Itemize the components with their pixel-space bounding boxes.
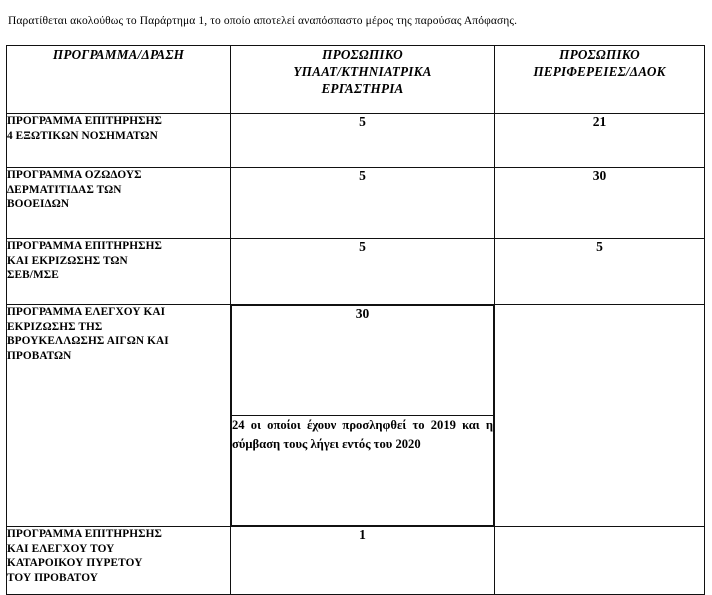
program-1-line-2: 4 ΕΞΩΤΙΚΩΝ ΝΟΣΗΜΑΤΩΝ: [7, 129, 158, 142]
ypaat-split-value-row: [232, 306, 494, 416]
program-4-line-1: ΠΡΟΓΡΑΜΜΑ ΕΛΕΓΧΟΥ ΚΑΙ: [7, 306, 166, 318]
table-row: [7, 114, 705, 168]
program-5-line-2: ΚΑΙ ΕΛΕΓΧΟΥ ΤΟΥ: [7, 542, 115, 555]
ypaat-value-4: 30: [232, 306, 494, 416]
intro-paragraph: Παρατίθεται ακολούθως το Παράρτημα 1, το οποίο αποτελεί αναπόσπαστο μέρος της παρούσας Απόφασης.: [8, 14, 518, 27]
ypaat-split-note-row: [232, 416, 494, 526]
program-name-cell-1: [7, 114, 231, 168]
program-5-line-1: ΠΡΟΓΡΑΜΜΑ ΕΠΙΤΗΡΗΣΗΣ: [7, 528, 163, 540]
program-3-line-2: ΚΑΙ ΕΚΡΙΖΩΣΗΣ ΤΩΝ: [7, 254, 128, 267]
personnel-programs-table: [6, 45, 705, 595]
regions-value-cell-2: 30: [495, 168, 705, 239]
regions-value-cell-5: [495, 527, 705, 595]
program-5-line-4: ΤΟΥ ΠΡΟΒΑΤΟΥ: [7, 571, 99, 584]
table-row: [7, 168, 705, 239]
table-header-row: [7, 46, 705, 114]
program-2-line-3: ΒΟΟΕΙΔΩΝ: [7, 198, 70, 211]
regions-value-cell-1: 21: [495, 114, 705, 168]
program-3-line-1: ΠΡΟΓΡΑΜΜΑ ΕΠΙΤΗΡΗΣΗΣ: [7, 240, 163, 252]
regions-value-cell-3: 5: [495, 239, 705, 305]
table-row: [7, 527, 705, 595]
header-regions-line-2: ΠΕΡΙΦΕΡΕΙΕΣ/ΔΑΟΚ: [533, 64, 666, 79]
header-program-action-line-1: ΠΡΟΓΡΑΜΜΑ/ΔΡΑΣΗ: [52, 47, 185, 62]
program-3-line-3: ΣΕΒ/ΜΣΕ: [7, 269, 59, 282]
program-5-line-3: ΚΑΤΑΡΟΙΚΟΥ ΠΥΡΕΤΟΥ: [7, 557, 143, 570]
table-row: [7, 305, 705, 527]
ypaat-value-cell-2: 5: [231, 168, 495, 239]
program-4-line-3: ΒΡΟΥΚΕΛΛΩΣΗΣ ΑΙΓΩΝ ΚΑΙ: [7, 335, 169, 348]
program-4-line-4: ΠΡΟΒΑΤΩΝ: [7, 349, 72, 362]
header-personnel-ypaat-labs: [231, 46, 495, 114]
program-2-line-2: ΔΕΡΜΑΤΙΤΙΔΑΣ ΤΩΝ: [7, 183, 122, 196]
program-name-cell-2: [7, 168, 231, 239]
ypaat-value-cell-4: [231, 305, 495, 527]
ypaat-note-4: 24 οι οποίοι έχουν προσληφθεί το 2019 και η σύμβαση τους λήγει εντός του 2020: [232, 416, 494, 526]
header-personnel-regions-daok: [495, 46, 705, 114]
header-program-action: [7, 46, 231, 114]
program-2-line-1: ΠΡΟΓΡΑΜΜΑ ΟΖΩΔΟΥΣ: [7, 169, 142, 181]
program-1-line-1: ΠΡΟΓΡΑΜΜΑ ΕΠΙΤΗΡΗΣΗΣ: [7, 115, 163, 127]
regions-value-cell-4: [495, 305, 705, 527]
ypaat-value-cell-3: 5: [231, 239, 495, 305]
ypaat-value-cell-5: 1: [231, 527, 495, 595]
program-name-cell-5: [7, 527, 231, 595]
program-name-cell-4: [7, 305, 231, 527]
table-row: [7, 239, 705, 305]
ypaat-split-table-4: [231, 305, 494, 526]
program-4-line-2: ΕΚΡΙΖΩΣΗΣ ΤΗΣ: [7, 320, 103, 333]
header-ypaat-line-1: ΠΡΟΣΩΠΙΚΟ: [322, 47, 403, 62]
header-regions-line-1: ΠΡΟΣΩΠΙΚΟ: [559, 47, 640, 62]
ypaat-value-cell-1: 5: [231, 114, 495, 168]
header-ypaat-line-2: ΥΠΑΑΤ/ΚΤΗΝΙΑΤΡΙΚΑ: [293, 64, 432, 79]
program-name-cell-3: [7, 239, 231, 305]
header-ypaat-line-3: ΕΡΓΑΣΤΗΡΙΑ: [321, 81, 404, 96]
appendix-table-container: [6, 45, 704, 595]
